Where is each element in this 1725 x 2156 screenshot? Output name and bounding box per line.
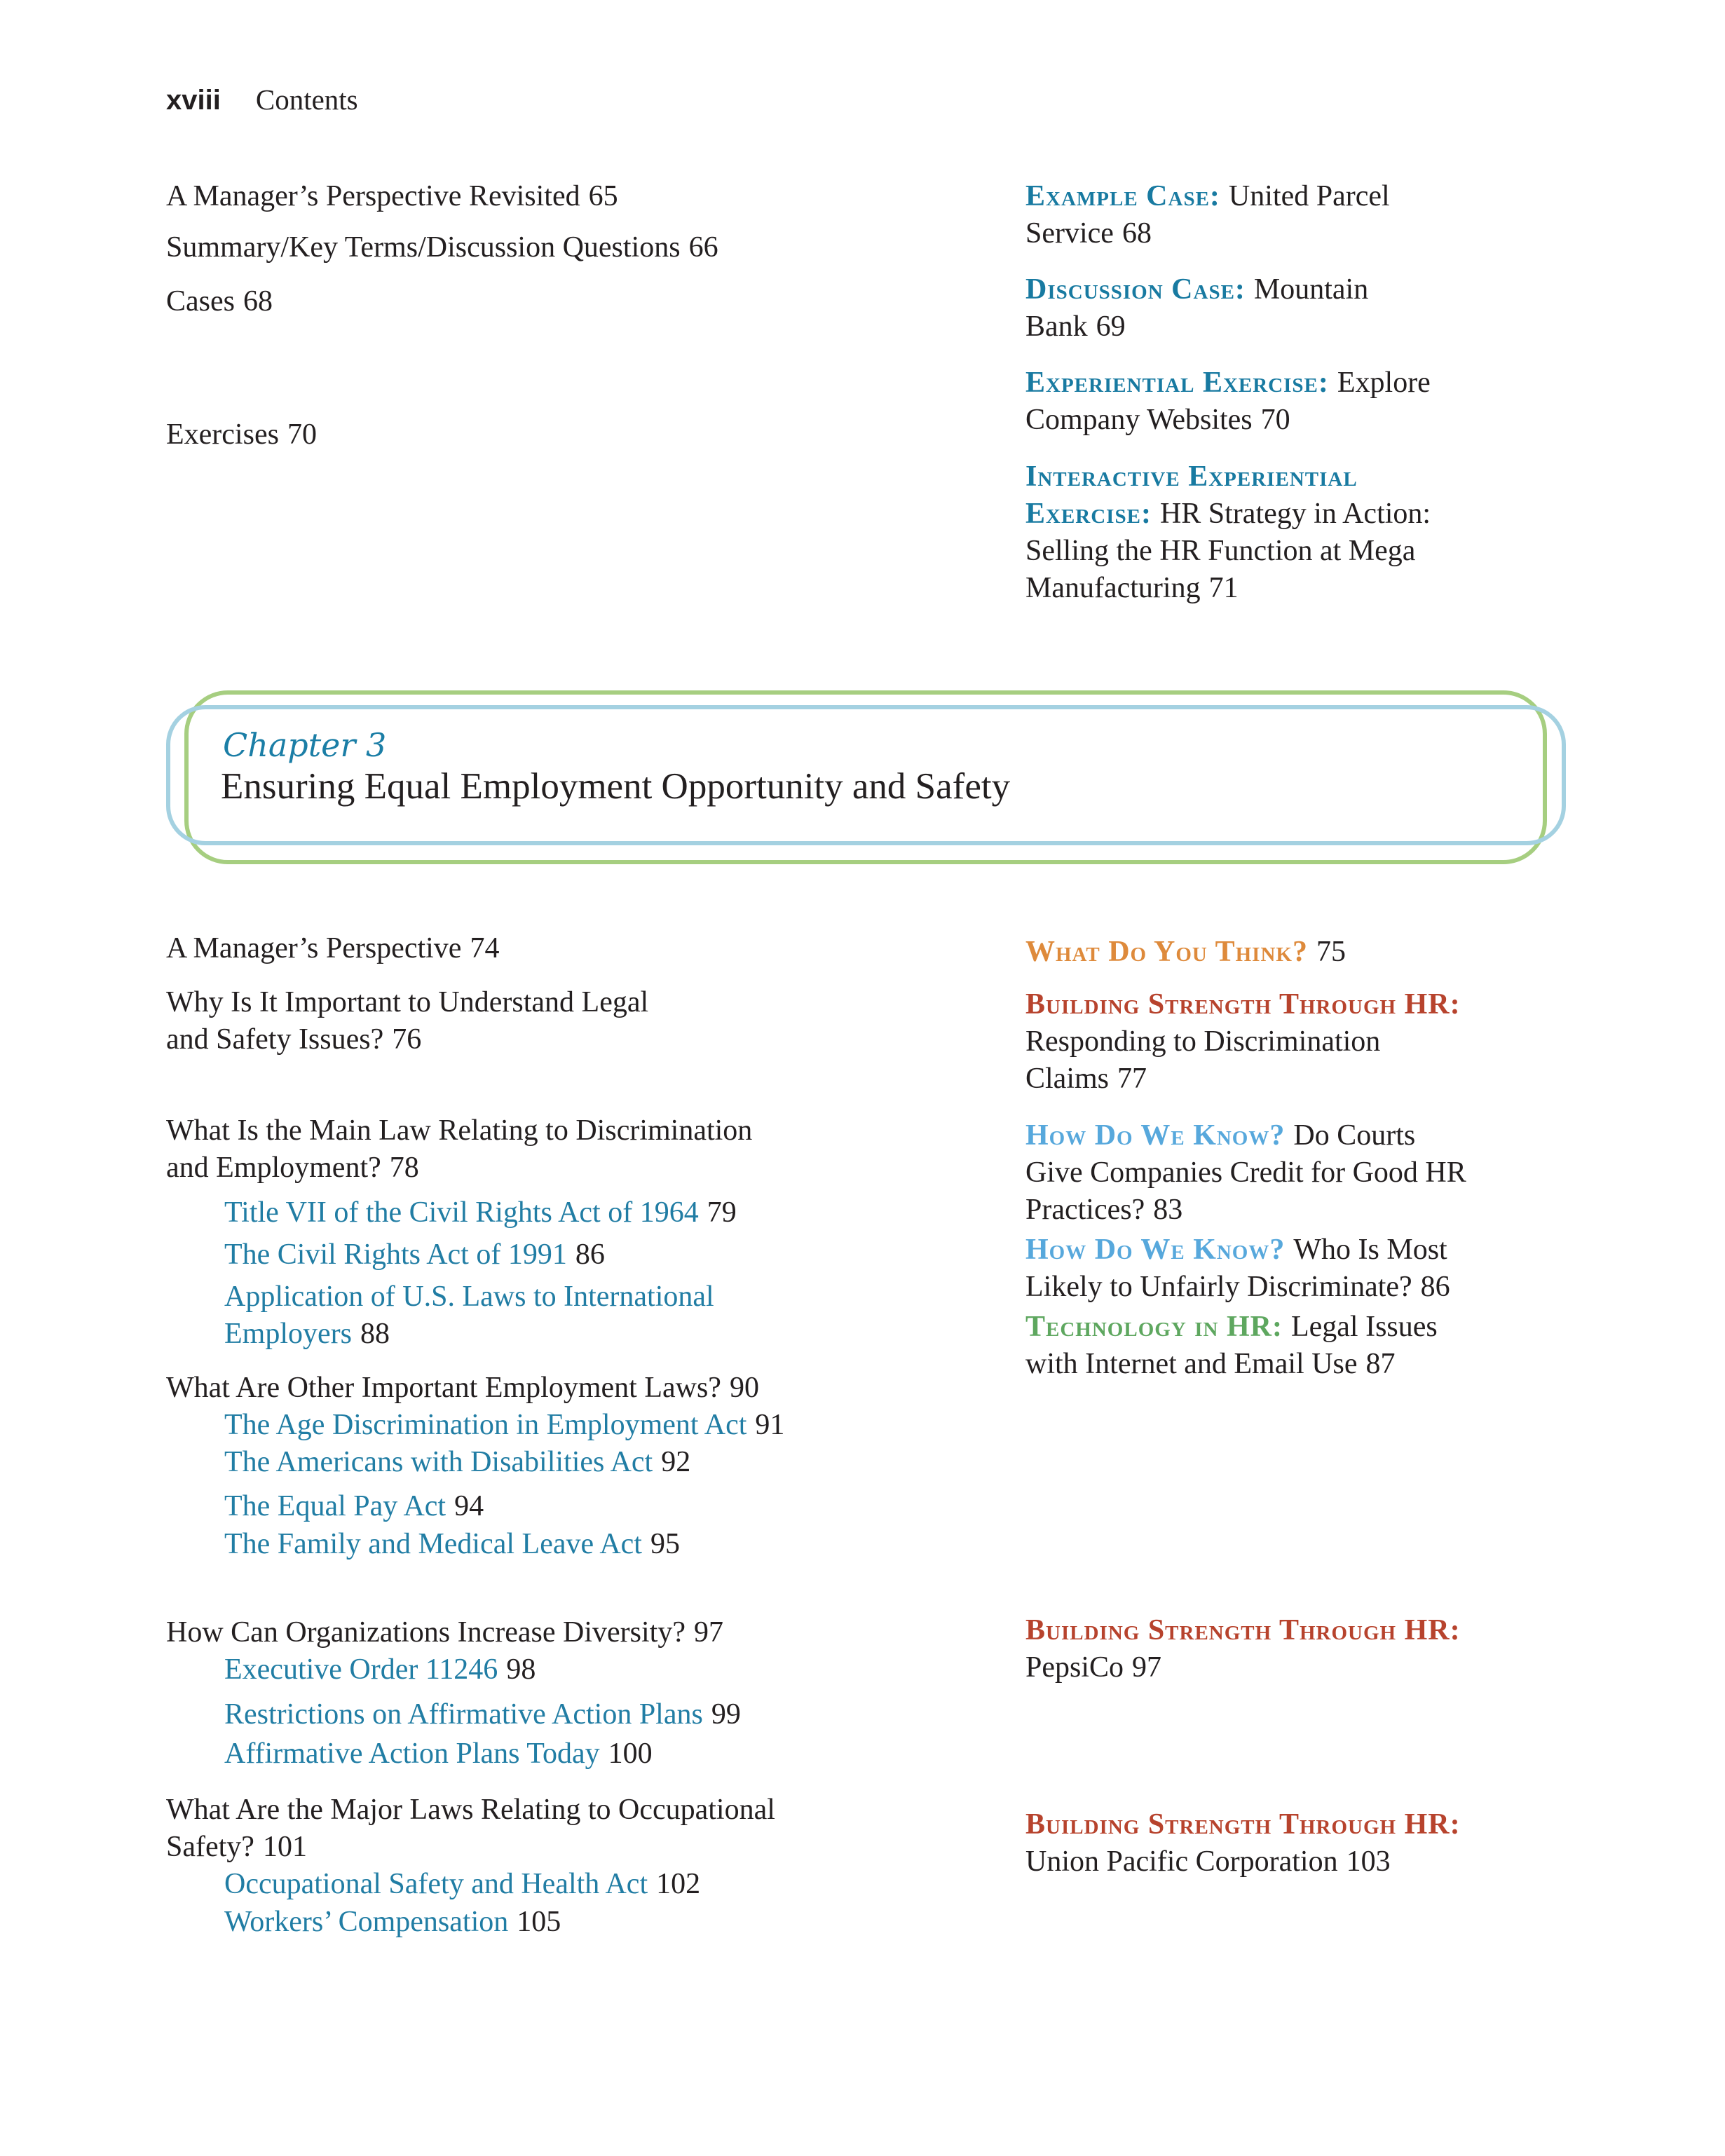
toc-entry-text: Explore [1337,367,1431,399]
toc-entry-line [166,984,1000,1021]
page-number: 69 [1096,311,1126,343]
toc-subentry [166,1407,1000,1444]
toc-entry-line [224,1651,1000,1688]
toc-entry-line [1025,1269,1684,1306]
toc-entry-line [1025,1843,1684,1881]
toc-entry-line [1025,1309,1684,1346]
toc-entry-text: Title VII of the Civil Rights Act of 1964 [224,1196,699,1229]
page-number: 87 [1365,1348,1396,1380]
toc-entry-line [224,1735,1000,1773]
page-number: 97 [1132,1651,1162,1684]
toc-entry-text: Mountain [1253,273,1369,306]
toc-entry-line [1025,1346,1684,1383]
toc-entry-text: Responding to Discrimination [1025,1025,1381,1058]
page-number: 86 [575,1239,605,1271]
toc-subentry [166,1488,1000,1525]
toc-entry-text: What Is the Main Law Relating to Discrimination [166,1114,753,1147]
toc-feature-entry [1025,271,1670,346]
toc-entry-text: How Can Organizations Increase Diversity? [166,1616,686,1649]
page-number: 75 [1316,936,1346,968]
toc-entry-text: Give Companies Credit for Good HR [1025,1157,1466,1189]
toc-feature-entry [1025,1231,1684,1306]
toc-entry-line [1025,402,1670,439]
toc-entry-line [224,1488,1000,1525]
page-number: 92 [661,1446,691,1478]
toc-entry-line [1025,496,1670,533]
feature-heading: Interactive Experiential [1025,460,1358,493]
toc-entry-text: Exercises [166,418,279,451]
toc-entry-line [1025,986,1684,1023]
toc-entry-line [1025,178,1670,215]
toc-entry-line [1025,1117,1684,1154]
toc-entry [166,1614,1000,1651]
toc-entry-line [1025,533,1670,570]
feature-heading: Building Strength Through HR: [1025,1808,1461,1841]
toc-feature-entry [1025,364,1670,439]
toc-entry-text: The Equal Pay Act [224,1490,446,1522]
toc-entry-text: Executive Order 11246 [224,1653,498,1686]
toc-subentry [166,1904,1000,1941]
page-number: 78 [389,1152,419,1184]
page-number: 98 [506,1653,536,1686]
toc-entry [166,178,993,215]
toc-entry-line [224,1526,1000,1563]
chapter-toc-right-column [1025,934,1684,1881]
toc-entry-line [1025,364,1670,402]
toc-subentry [166,1735,1000,1773]
toc-subentry [166,1866,1000,1903]
toc-entry-line [166,229,993,266]
toc-entry-text: What Are Other Important Employment Laws? [166,1372,721,1404]
toc-entry-line [224,1194,1000,1231]
toc-feature-entry [1025,1612,1684,1686]
toc-feature-entry [1025,986,1684,1098]
toc-entry-line [1025,1806,1684,1843]
toc-top-left-column [166,178,993,453]
toc-entry-line [1025,1192,1684,1229]
toc-entry [166,1792,1000,1866]
feature-heading: Exercise: [1025,498,1152,530]
feature-heading: Discussion Case: [1025,273,1246,306]
page-folio: xviii [166,85,221,116]
toc-entry-line [166,283,993,320]
toc-entry [166,283,993,320]
feature-heading: Example Case: [1025,180,1220,212]
toc-subentry [166,1696,1000,1733]
page-number: 100 [608,1738,653,1770]
toc-entry-line [1025,570,1670,607]
toc-subentry [166,1236,1000,1274]
toc-entry-text: Application of U.S. Laws to International [224,1281,714,1313]
page-number: 83 [1153,1194,1183,1226]
toc-subentry [166,1194,1000,1231]
toc-feature-entry [1025,1806,1684,1881]
page-number: 74 [470,932,500,964]
toc-top-right-column [1025,178,1670,607]
toc-entry-line [1025,1612,1684,1649]
page-number: 103 [1346,1845,1391,1878]
toc-entry-text: with Internet and Email Use [1025,1348,1358,1380]
toc-entry-text: Company Websites [1025,404,1253,436]
toc-entry-text: United Parcel [1228,180,1390,212]
toc-entry-text: The Age Discrimination in Employment Act [224,1409,747,1441]
toc-feature-entry [1025,934,1684,971]
toc-entry-line [166,1370,1000,1407]
page-number: 102 [656,1868,701,1900]
page-number: 86 [1420,1271,1450,1303]
page-number: 91 [755,1409,785,1441]
page-number: 94 [454,1490,484,1522]
toc-entry-text: Service [1025,217,1114,250]
toc-entry-line [1025,1060,1684,1098]
page-number: 101 [262,1831,307,1863]
toc-entry-line [1025,1649,1684,1686]
page-number: 77 [1117,1063,1147,1095]
toc-entry-line [166,1614,1000,1651]
page-number: 105 [517,1906,561,1938]
toc-feature-entry [1025,1309,1684,1383]
chapter-number-label: Chapter 3 [223,726,387,764]
toc-entry [166,416,993,453]
toc-entry [166,1370,1000,1407]
toc-entry-line [166,178,993,215]
page-number: 97 [694,1616,723,1649]
toc-subentry [166,1278,1000,1353]
chapter-title: Ensuring Equal Employment Opportunity and Safety [221,766,1011,807]
toc-entry-text: Practices? [1025,1194,1145,1226]
toc-entry-text: The Family and Medical Leave Act [224,1528,642,1560]
toc-entry-line [166,416,993,453]
toc-entry-line [166,1021,1000,1058]
toc-feature-entry [1025,178,1670,252]
toc-entry-line [166,930,1000,967]
toc-entry-text: The Civil Rights Act of 1991 [224,1239,567,1271]
page-number: 71 [1208,572,1239,604]
toc-entry [166,984,1000,1058]
toc-entry-text: Affirmative Action Plans Today [224,1738,600,1770]
toc-entry-text: Workers’ Compensation [224,1906,509,1938]
feature-heading: Technology in HR: [1025,1311,1283,1343]
toc-entry-text: and Employment? [166,1152,381,1184]
toc-entry-text: and Safety Issues? [166,1023,384,1056]
toc-entry-line [224,1236,1000,1274]
toc-entry-line [166,1112,1000,1149]
toc-subentry [166,1526,1000,1563]
toc-entry-text: Restrictions on Affirmative Action Plans [224,1698,703,1731]
page-number: 79 [707,1196,737,1229]
page-number: 68 [243,285,273,318]
toc-entry-line [1025,215,1670,252]
toc-entry-text: A Manager’s Perspective Revisited [166,180,580,212]
toc-entry-text: A Manager’s Perspective [166,932,462,964]
page-number: 70 [287,418,317,451]
toc-entry-text: Claims [1025,1063,1110,1095]
toc-entry-line [224,1278,1000,1316]
page-number: 68 [1121,217,1152,250]
feature-heading: Building Strength Through HR: [1025,988,1461,1021]
page-header [166,83,358,116]
toc-entry-line [166,1792,1000,1829]
feature-heading: Building Strength Through HR: [1025,1614,1461,1646]
toc-entry-text: Employers [224,1318,352,1350]
toc-entry-text: Likely to Unfairly Discriminate? [1025,1271,1412,1303]
toc-entry-text: What Are the Major Laws Relating to Occupational [166,1794,775,1826]
toc-feature-entry [1025,1117,1684,1229]
toc-entry-text: Union Pacific Corporation [1025,1845,1338,1878]
toc-entry-text: Selling the HR Function at Mega [1025,535,1416,567]
toc-entry-line [1025,271,1670,308]
toc-entry-line [224,1316,1000,1353]
toc-entry-text: Who Is Most [1293,1234,1447,1266]
toc-entry-text: Do Courts [1293,1119,1416,1152]
toc-entry-line [224,1696,1000,1733]
page-number: 76 [392,1023,422,1056]
toc-entry-text: HR Strategy in Action: [1159,498,1431,530]
feature-heading: Experiential Exercise: [1025,367,1329,399]
feature-heading: How Do We Know? [1025,1234,1286,1266]
toc-entry-text: Manufacturing [1025,572,1201,604]
toc-entry-line [224,1407,1000,1444]
toc-entry-text: Why Is It Important to Understand Legal [166,986,649,1018]
toc-entry-line [1025,1231,1684,1269]
toc-entry-line [1025,934,1684,971]
toc-feature-entry [1025,458,1670,607]
toc-entry-text: Summary/Key Terms/Discussion Questions [166,231,681,264]
toc-entry-text: PepsiCo [1025,1651,1124,1684]
page-number: 99 [711,1698,741,1731]
page-number: 66 [688,231,718,264]
toc-entry-line [224,1904,1000,1941]
toc-entry-line [224,1866,1000,1903]
toc-entry-text: Bank [1025,311,1088,343]
toc-subentry [166,1444,1000,1481]
toc-entry-line [224,1444,1000,1481]
toc-entry [166,930,1000,967]
feature-heading: How Do We Know? [1025,1119,1286,1152]
toc-entry-text: The Americans with Disabilities Act [224,1446,653,1478]
page-title: Contents [255,83,358,116]
toc-entry-line [1025,458,1670,496]
chapter-toc-left-column [166,930,1000,1941]
toc-entry-text: Occupational Safety and Health Act [224,1868,648,1900]
toc-entry-line [166,1829,1000,1866]
toc-entry-line [1025,1154,1684,1192]
page-number: 88 [360,1318,390,1350]
toc-entry-text: Cases [166,285,235,318]
toc-entry-line [1025,308,1670,346]
toc-entry-line [1025,1023,1684,1060]
toc-entry [166,229,993,266]
page-number: 65 [588,180,618,212]
page-number: 70 [1260,404,1290,436]
feature-heading: What Do You Think? [1025,936,1308,968]
toc-entry-text: Safety? [166,1831,254,1863]
toc-subentry [166,1651,1000,1688]
page-number: 90 [729,1372,759,1404]
page-number: 95 [650,1528,680,1560]
toc-entry-text: Legal Issues [1290,1311,1438,1343]
toc-entry [166,1112,1000,1187]
toc-entry-line [166,1149,1000,1187]
